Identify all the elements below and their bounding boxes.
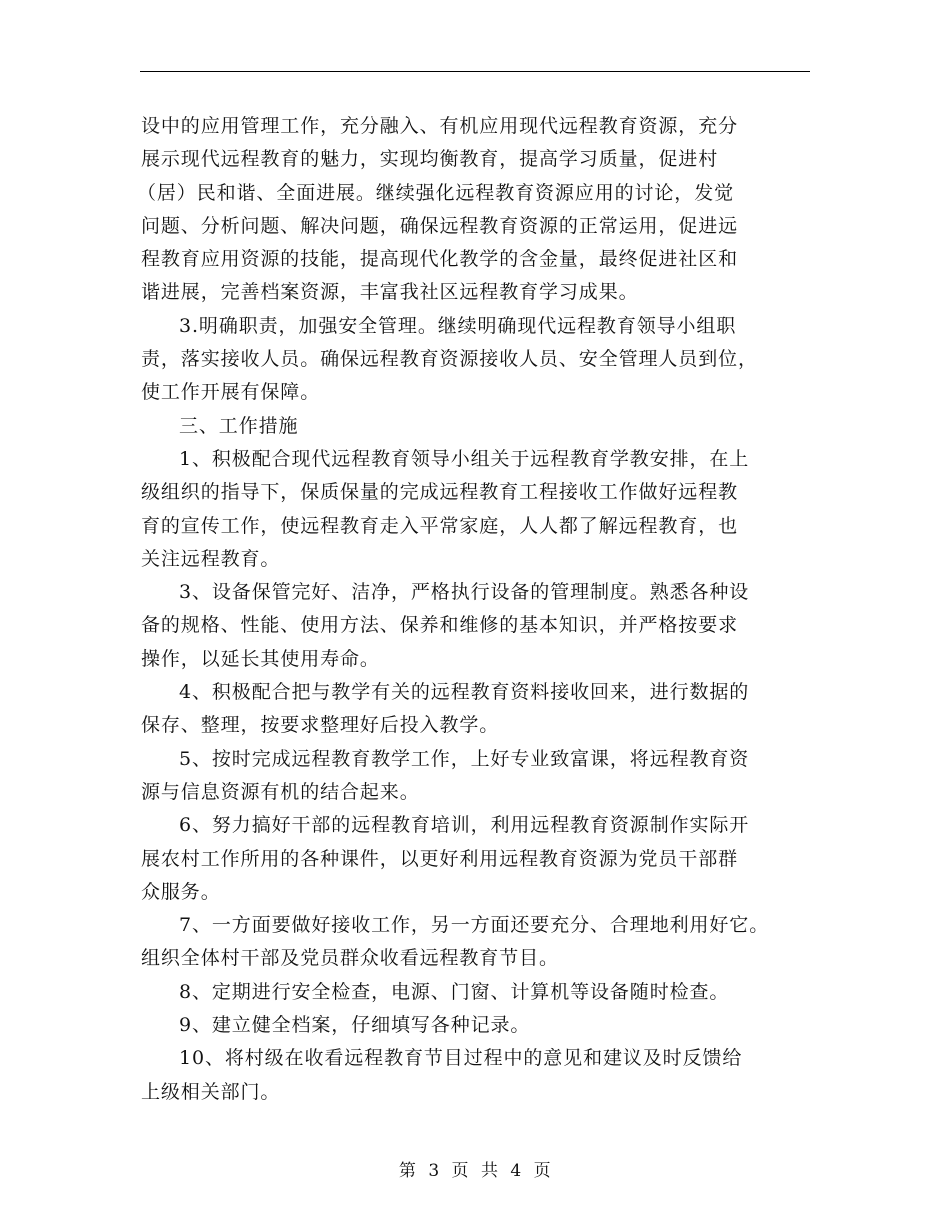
footer-label-page: 第 — [398, 1161, 417, 1181]
text-line: 3.明确职责，加强安全管理。继续明确现代远程教育领导小组职 — [179, 314, 737, 337]
text-line: 级组织的指导下，保质保量的完成远程教育工程接收工作做好远程教 — [141, 481, 739, 504]
footer-label-total: 共 — [480, 1161, 499, 1181]
text-line: 9、建立健全档案，仔细填写各种记录。 — [179, 1014, 531, 1037]
footer-total-pages: 4 — [510, 1161, 522, 1181]
text-line: 1、积极配合现代远程教育领导小组关于远程教育学教安排，在上 — [179, 447, 750, 470]
text-line: 7、一方面要做好接收工作，另一方面还要充分、合理地利用好它。 — [179, 914, 770, 937]
text-line: 6、努力搞好干部的远程教育培训，利用远程教育资源制作实际开 — [179, 814, 750, 837]
text-line: 责，落实接收人员。确保远程教育资源接收人员、安全管理人员到位， — [141, 348, 758, 371]
text-line: 10、将村级在收看远程教育节目过程中的意见和建议及时反馈给 — [179, 1047, 743, 1070]
text-line: 操作，以延长其使用寿命。 — [141, 647, 380, 670]
text-line: 备的规格、性能、使用方法、保养和维修的基本知识，并严格按要求 — [141, 614, 739, 637]
page-footer — [0, 1156, 950, 1181]
text-line: 保存、整理，按要求整理好后投入教学。 — [141, 714, 500, 737]
document-body — [137, 110, 811, 1109]
text-line: 三、工作措施 — [179, 414, 299, 437]
text-line: 问题、分析问题、解决问题，确保远程教育资源的正常运用，促进远 — [141, 214, 739, 237]
text-line: （居）民和谐、全面进展。继续强化远程教育资源应用的讨论，发觉 — [137, 181, 735, 204]
header-rule — [140, 71, 810, 72]
text-line: 展示现代远程教育的魅力，实现均衡教育，提高学习质量，促进村 — [141, 148, 719, 171]
text-line: 展农村工作所用的各种课件，以更好利用远程教育资源为党员干部群 — [141, 847, 739, 870]
text-line: 上级相关部门。 — [141, 1080, 281, 1103]
footer-label-unit: 页 — [451, 1161, 470, 1181]
text-line: 程教育应用资源的技能，提高现代化教学的含金量，最终促进社区和 — [141, 248, 739, 271]
text-line: 众服务。 — [141, 880, 221, 903]
text-line: 8、定期进行安全检查，电源、门窗、计算机等设备随时检查。 — [179, 980, 730, 1003]
footer-label-unit-end: 页 — [533, 1161, 552, 1181]
text-line: 关注远程教育。 — [141, 547, 281, 570]
footer-current-page: 3 — [428, 1161, 440, 1181]
text-line: 4、积极配合把与教学有关的远程教育资料接收回来，进行数据的 — [179, 681, 750, 704]
text-line: 设中的应用管理工作，充分融入、有机应用现代远程教育资源，充分 — [141, 115, 739, 137]
text-line: 源与信息资源有机的结合起来。 — [141, 780, 420, 803]
text-line: 谐进展，完善档案资源，丰富我社区远程教育学习成果。 — [141, 281, 639, 304]
text-line: 组织全体村干部及党员群众收看远程教育节目。 — [141, 947, 559, 970]
text-line: 育的宣传工作，使远程教育走入平常家庭，人人都了解远程教育，也 — [141, 514, 739, 537]
text-line: 使工作开展有保障。 — [141, 381, 321, 404]
text-line: 3、设备保管完好、洁净，严格执行设备的管理制度。熟悉各种设 — [179, 581, 750, 604]
text-line: 5、按时完成远程教育教学工作，上好专业致富课，将远程教育资 — [179, 747, 750, 770]
